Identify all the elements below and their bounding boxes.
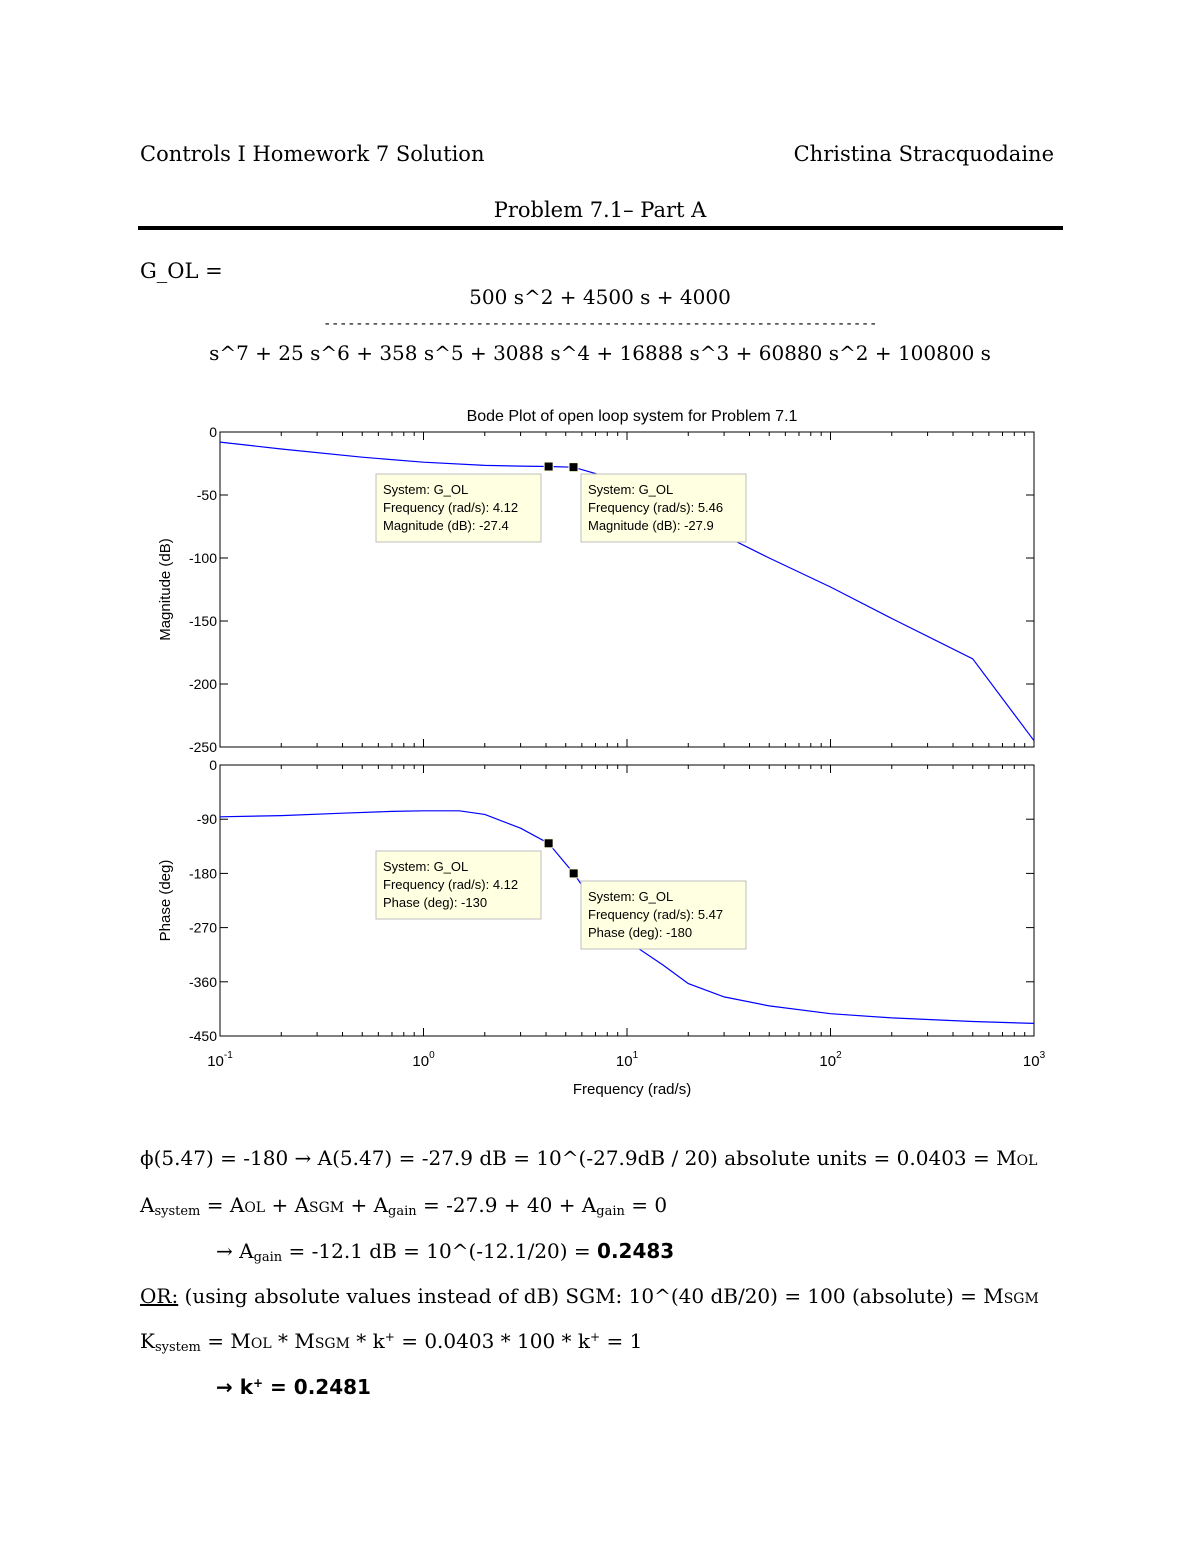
- magnitude-y-tick-label: -250: [188, 739, 217, 755]
- phase-y-tick-label: -180: [188, 865, 217, 882]
- x-tick-base: 10: [1022, 1053, 1040, 1070]
- datatip-text: Frequency (rad/s): 5.47: [588, 907, 724, 922]
- datatip-text: System: G_OL: [588, 889, 674, 904]
- datatip-text: Frequency (rad/s): 5.46: [588, 500, 724, 515]
- magnitude-y-tick-label: 0: [209, 424, 217, 440]
- x-tick-base: 10: [412, 1053, 430, 1070]
- datatip-text: Magnitude (dB): -27.9: [588, 518, 714, 533]
- x-tick-exponent: 3: [1039, 1050, 1046, 1061]
- fraction-bar: ---------------------------------------------------------------------: [323, 316, 877, 332]
- x-tick-exponent: 0: [429, 1050, 435, 1061]
- magnitude-y-axis-label: Magnitude (dB): [157, 538, 174, 641]
- arrow-icon: →: [216, 1239, 233, 1263]
- phase-y-tick-label: -450: [188, 1028, 217, 1044]
- x-tick-exponent: -1: [223, 1050, 233, 1061]
- datatip-text: Frequency (rad/s): 4.12: [383, 877, 519, 892]
- header-left-title: Controls I Homework 7 Solution: [140, 142, 485, 166]
- datatip-marker: [569, 463, 578, 472]
- solution-line-5: $K_{system}$ = MOL * MSGM * k+ = 0.0403 * 100 * k+ = 1: [140, 1329, 643, 1355]
- header-author: Christina Stracquodaine: [793, 142, 1054, 166]
- transfer-function-denominator: s^7 + 25 s^6 + 358 s^5 + 3088 s^4 + 16888 s^3 + 60880 s^2 + 100800 s: [209, 341, 991, 365]
- x-tick-exponent: 1: [632, 1050, 639, 1061]
- x-tick-base: 10: [819, 1053, 837, 1070]
- solution-line-3: → $A_{gain} = -12.1$ dB = 10^(-12.1/20) = 0.2483: [216, 1239, 675, 1265]
- datatip-text: System: G_OL: [383, 482, 469, 497]
- arrow-icon: →: [216, 1375, 233, 1399]
- solution-line-2: $A_{system}$ = AOL + ASGM + $A_{gain} = -27.9 + 40 + A_{gain} = 0$: [140, 1193, 668, 1219]
- phase-y-tick-label: -90: [196, 811, 217, 828]
- x-tick-label: [819, 1050, 842, 1070]
- magnitude-y-tick-label: -100: [188, 550, 217, 566]
- solution-line-4: OR: (using absolute values instead of dB) SGM: 10^(40 dB/20) = 100 (absolute) = MSGM: [140, 1284, 1039, 1308]
- x-tick-label: [412, 1050, 435, 1070]
- datatip-text: Phase (deg): -180: [588, 925, 693, 940]
- chart-title: Bode Plot of open loop system for Problem 7.1: [466, 408, 798, 425]
- arrow-icon: →: [294, 1146, 312, 1170]
- phase-y-tick-label: -270: [188, 919, 217, 936]
- phase-y-tick-label: 0: [209, 757, 217, 773]
- datatip-marker: [544, 462, 553, 471]
- datatip-text: Magnitude (dB): -27.4: [383, 518, 509, 533]
- datatip-text: Frequency (rad/s): 4.12: [383, 500, 519, 515]
- datatip-text: System: G_OL: [588, 482, 674, 497]
- bode-plot: [0, 395, 1200, 1105]
- x-tick-label: [616, 1050, 639, 1070]
- magnitude-y-tick-label: -150: [188, 613, 217, 629]
- transfer-function-label: G_OL =: [140, 259, 223, 283]
- gain-result: 0.2483: [597, 1239, 675, 1263]
- x-tick-base: 10: [207, 1053, 224, 1070]
- transfer-function-numerator: 500 s^2 + 4500 s + 4000: [469, 285, 731, 309]
- magnitude-y-tick-label: -200: [188, 676, 217, 692]
- header-divider: [138, 226, 1063, 230]
- datatip-text: Phase (deg): -130: [383, 895, 488, 910]
- problem-title: Problem 7.1– Part A: [493, 198, 707, 222]
- x-tick-label: [1023, 1050, 1046, 1070]
- solution-line-1: ϕ(5.47) = -180 → A(5.47) = -27.9 dB = 10^(-27.9dB / 20) absolute units = 0.0403 = MOL: [140, 1146, 1038, 1170]
- solution-line-6: → k+ = 0.2481: [216, 1375, 371, 1399]
- x-axis-label: Frequency (rad/s): [572, 1081, 692, 1098]
- magnitude-y-tick-label: -50: [196, 487, 217, 503]
- datatip-marker: [544, 839, 553, 848]
- x-tick-label: [207, 1050, 233, 1070]
- phase-y-axis-label: Phase (deg): [157, 859, 174, 942]
- datatip-text: System: G_OL: [383, 859, 469, 874]
- datatip-marker: [569, 869, 578, 878]
- x-tick-base: 10: [615, 1053, 633, 1070]
- phase-y-tick-label: -360: [188, 973, 217, 990]
- x-tick-exponent: 2: [836, 1050, 842, 1061]
